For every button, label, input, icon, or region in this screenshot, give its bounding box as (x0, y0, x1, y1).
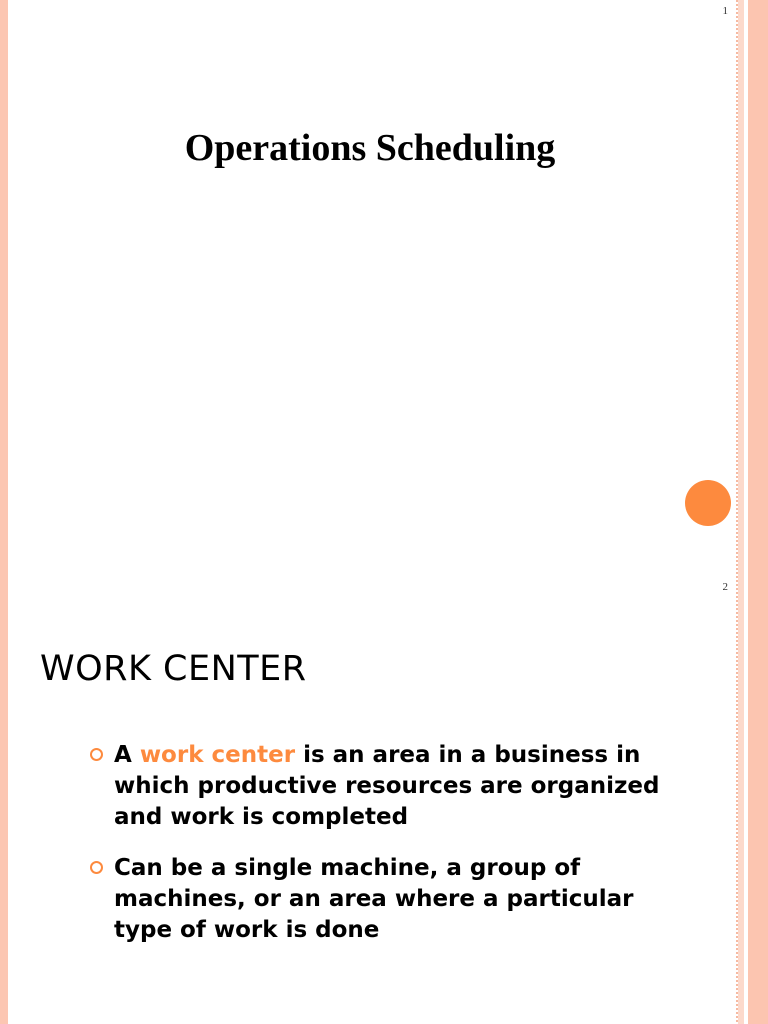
slide-title: Operations Scheduling (184, 127, 556, 169)
right-outer-strip (748, 576, 768, 1024)
orange-circle-decoration (685, 480, 731, 526)
bullet-prefix: A (114, 742, 140, 768)
hollow-circle-bullet-icon (90, 748, 103, 761)
slide-2 (0, 576, 768, 1024)
bullet-suffix: is an area in a business in which productive resources are organized and work is completed (114, 742, 660, 830)
right-outer-strip (748, 0, 768, 576)
bullet-item (90, 740, 690, 833)
bullet-text: Can be a single machine, a group of machines, or an area where a particular type of work is done (114, 855, 634, 943)
hollow-circle-bullet-icon (90, 861, 103, 874)
left-decorative-strip (0, 576, 8, 1024)
left-decorative-strip (0, 0, 8, 576)
slide-number: 1 (722, 5, 728, 17)
bullet-list (90, 740, 690, 966)
slide-number: 2 (722, 581, 728, 593)
slide-heading: WORK CENTER (40, 649, 307, 689)
highlighted-term: work center (139, 742, 296, 768)
bullet-item (90, 853, 690, 946)
